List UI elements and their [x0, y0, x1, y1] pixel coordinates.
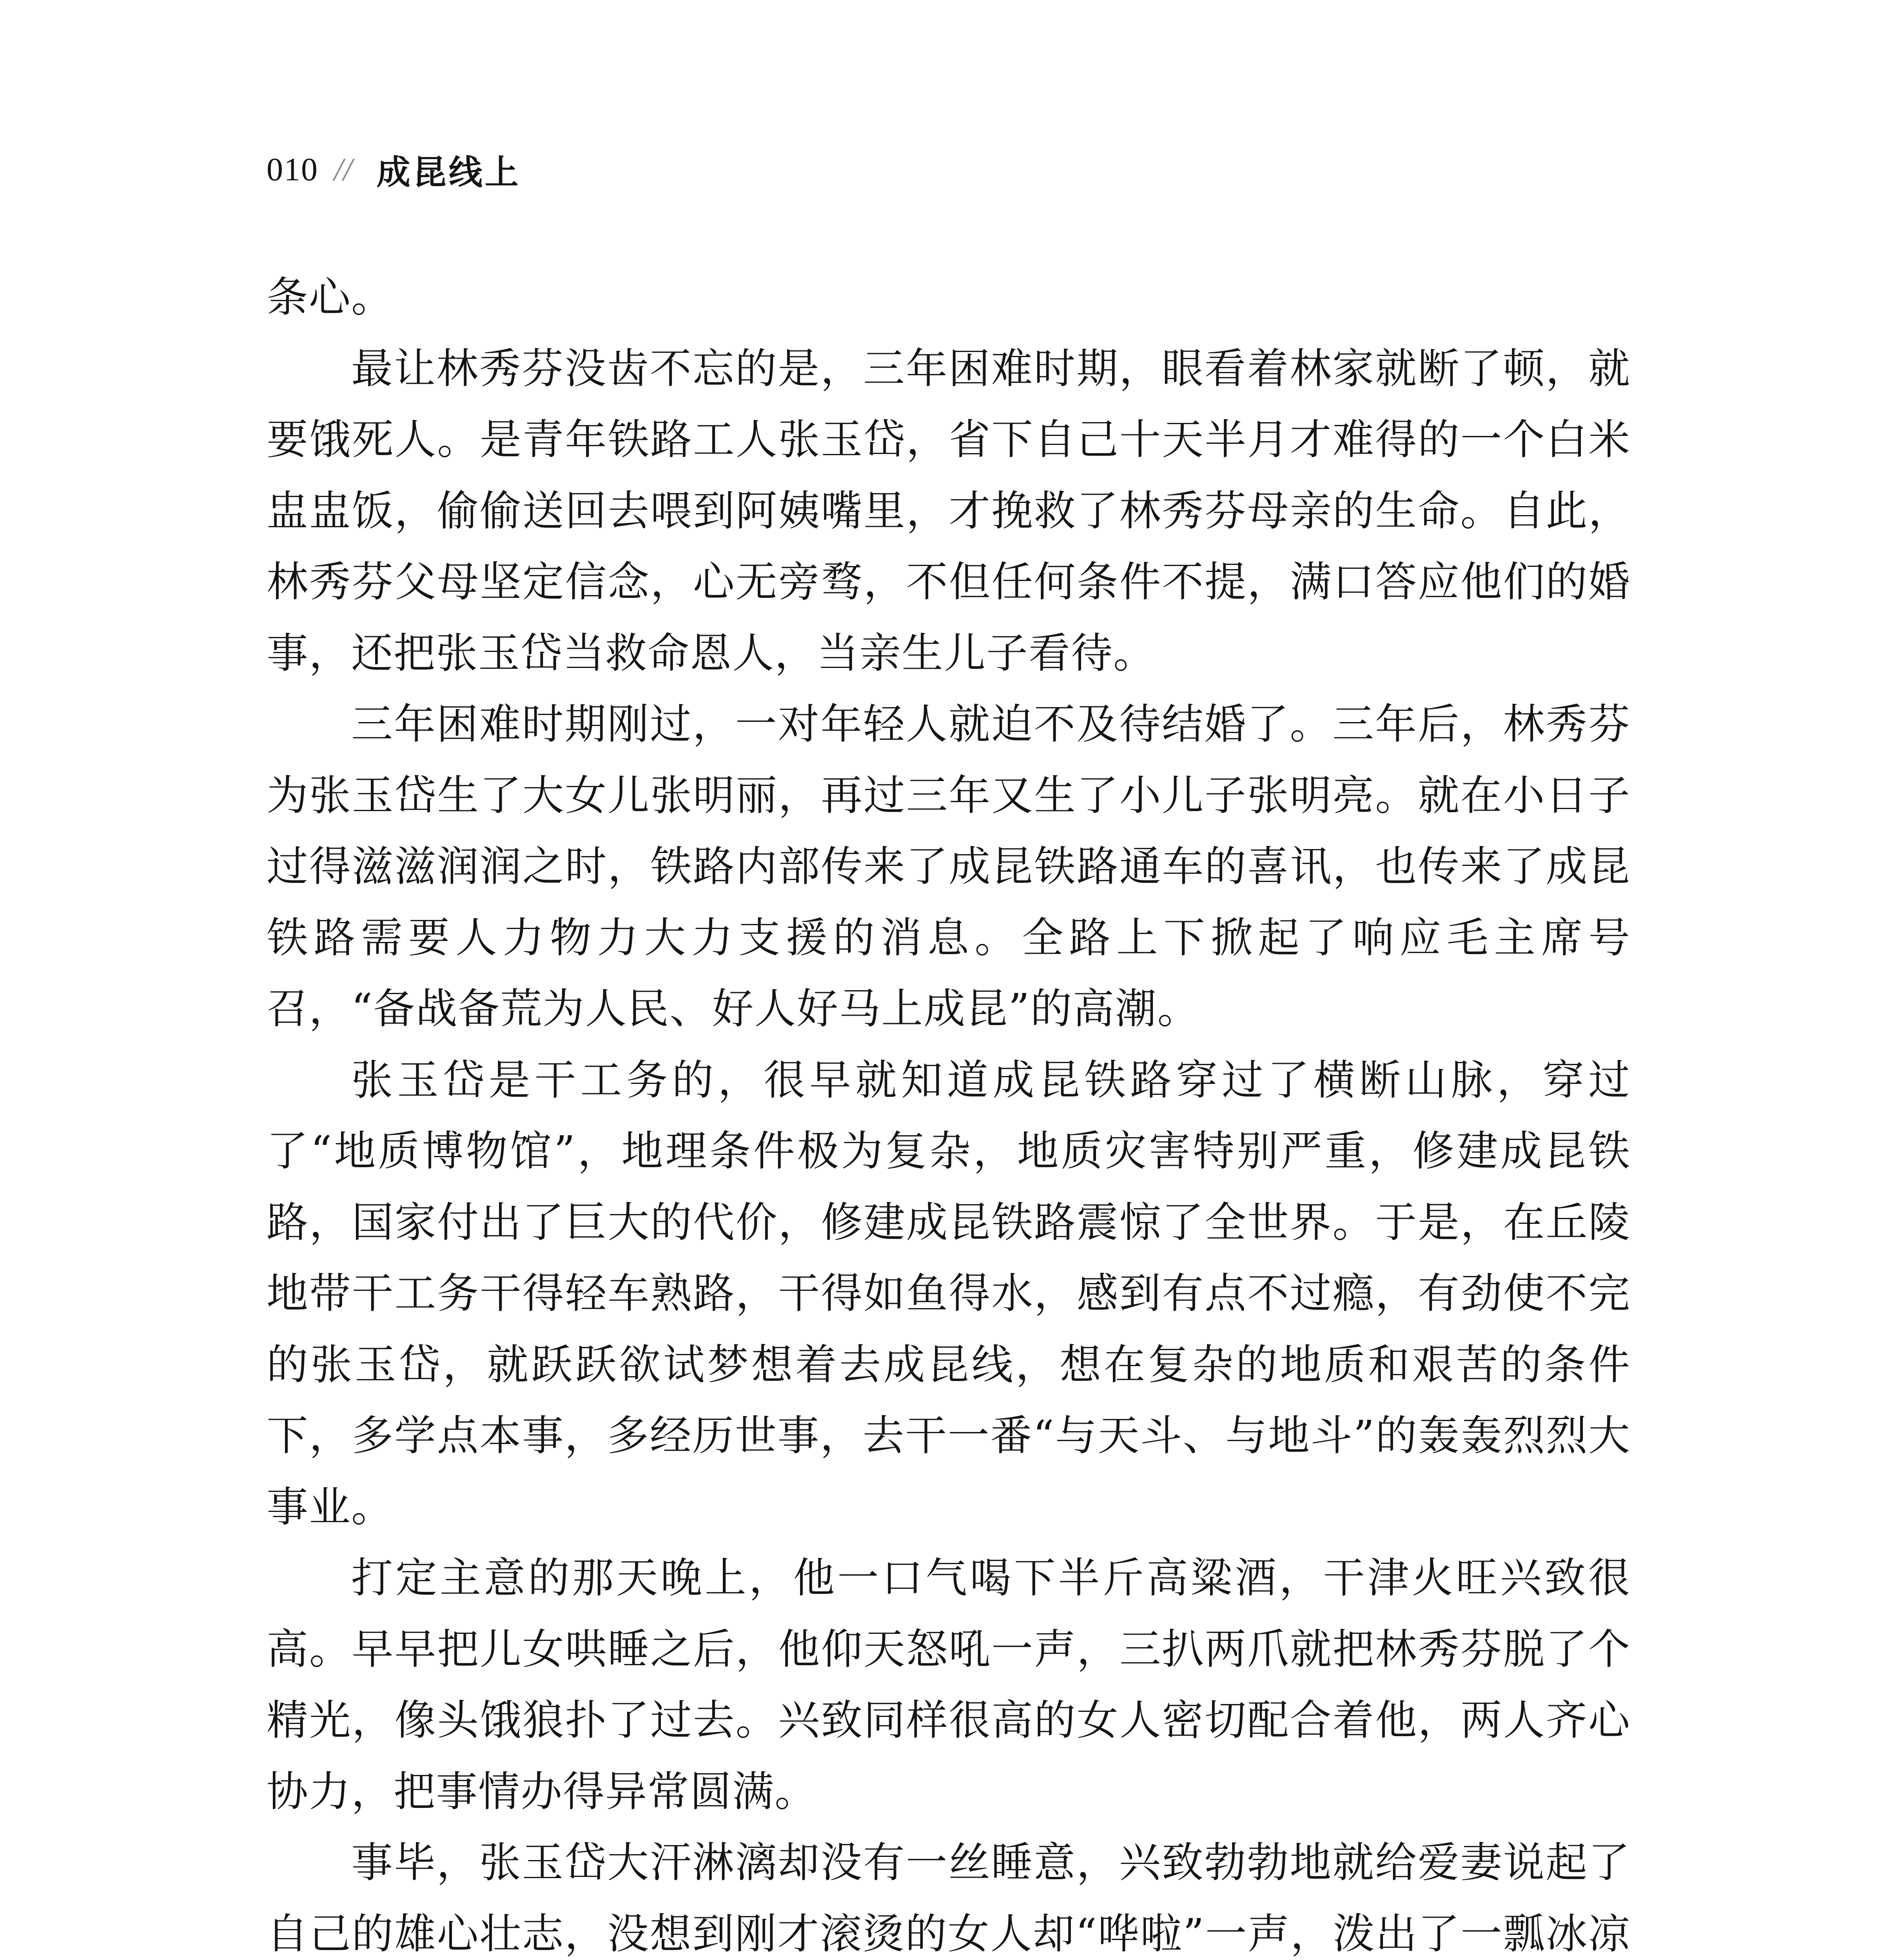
paragraph-6: 事毕，张玉岱大汗淋漓却没有一丝睡意，兴致勃勃地就给爱妻说起了自己的雄心壮志，没想到刚才滚烫的女人却“哗啦”一声，泼出了一瓢冰凉: [267, 1838, 1631, 1958]
header-separator: //: [334, 151, 352, 188]
paragraph-3: 三年困难时期刚过，一对年轻人就迫不及待结婚了。三年后，林秀芬为张玉岱生了大女儿张明丽，再过三年又生了小儿子张明亮。就在小日子过得滋滋润润之时，铁路内部传来了成昆铁路通车的喜讯，也传来了成昆铁路需要人力物力大力支援的消息。全路上下掀起了响应毛主席号召，“备战备荒为人民、好人好马上成昆”的高潮。: [267, 700, 1631, 1033]
paragraph-4: 张玉岱是干工务的，很早就知道成昆铁路穿过了横断山脉，穿过了“地质博物馆”，地理条件极为复杂，地质灾害特别严重，修建成昆铁路，国家付出了巨大的代价，修建成昆铁路震惊了全世界。于是，在丘陵地带干工务干得轻车熟路，干得如鱼得水，感到有点不过瘾，有劲使不完的张玉岱，就跃跃欲试梦想着去成昆线，想在复杂的地质和艰苦的条件下，多学点本事，多经历世事，去干一番“与天斗、与地斗”的轰轰烈烈大事业。: [267, 1056, 1631, 1531]
paragraph-2: 最让林秀芬没齿不忘的是，三年困难时期，眼看着林家就断了顿，就要饿死人。是青年铁路工人张玉岱，省下自己十天半月才难得的一个白米盅盅饭，偷偷送回去喂到阿姨嘴里，才挽救了林秀芬母亲的生命。自此，林秀芬父母坚定信念，心无旁骛，不但任何条件不提，满口答应他们的婚事，还把张玉岱当救命恩人，当亲生儿子看待。: [267, 344, 1631, 677]
page-number: 010: [267, 151, 318, 188]
running-header: [267, 146, 521, 193]
paragraph-5: 打定主意的那天晚上，他一口气喝下半斤高粱酒，干津火旺兴致很高。早早把儿女哄睡之后，他仰天怒吼一声，三扒两爪就把林秀芬脱了个精光，像头饿狼扑了过去。兴致同样很高的女人密切配合着他，两人齐心协力，把事情办得异常圆满。: [267, 1554, 1631, 1816]
body-text: [267, 262, 1631, 1960]
paragraph-1: 条心。: [267, 273, 394, 321]
book-title: 成昆线上: [376, 153, 521, 192]
